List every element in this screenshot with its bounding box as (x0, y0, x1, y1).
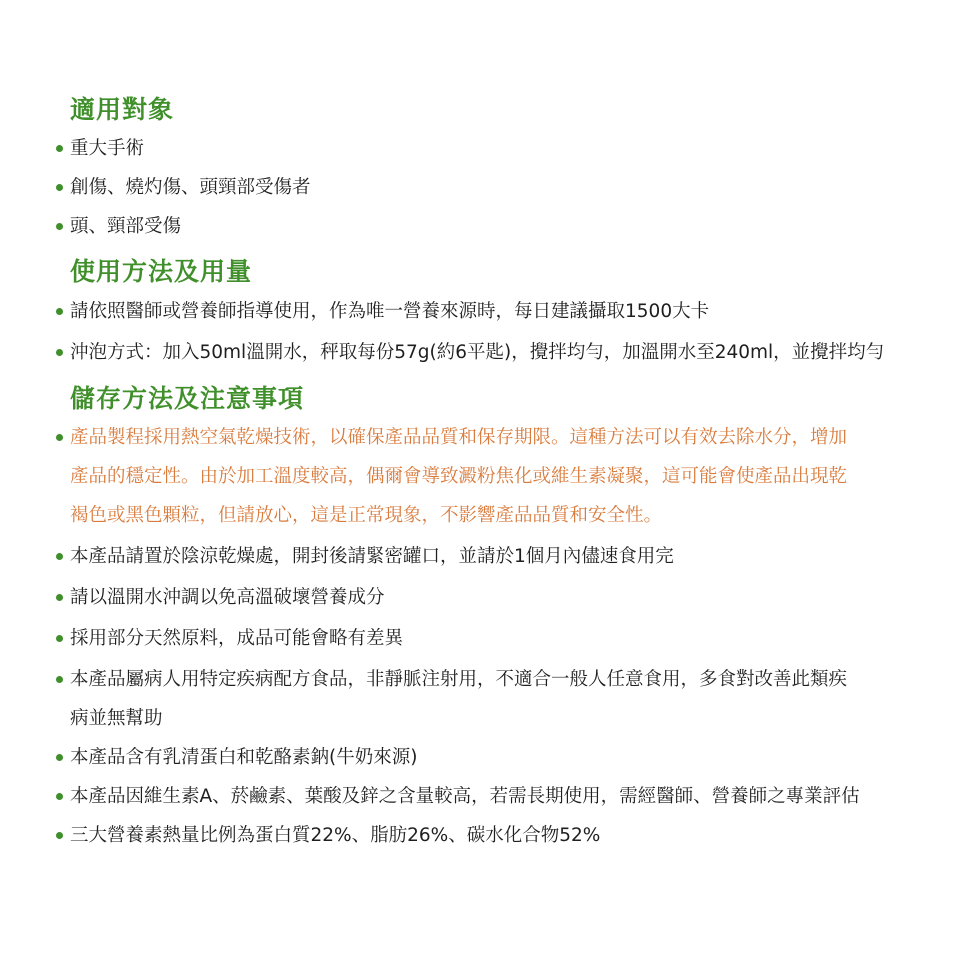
bullet-icon (56, 145, 63, 152)
list-item: 本產品請置於陰涼乾燥處，開封後請緊密罐口，並請於1個月內儘速食用完 (56, 537, 916, 576)
highlight-line: 褐色或黑色顆粒，但請放心，這是正常現象，不影響產品品質和安全性。 (70, 505, 663, 526)
list-item: 頭、頸部受傷 (56, 207, 916, 246)
list-item-disease-notice: 本產品屬病人用特定疾病配方食品，非靜脈注射用，不適合一般人任意食用，多食對改善此類疾 病並無幫助 (56, 660, 916, 738)
list-item: 請以溫開水沖調以免高溫破壞營養成分 (56, 578, 916, 617)
list-item: 本產品含有乳清蛋白和乾酪素鈉(牛奶來源) (56, 738, 916, 777)
bullet-icon (56, 184, 63, 191)
list-item: 沖泡方式：加入50ml溫開水，秤取每份57g(約6平匙)，攪拌均勻，加溫開水至240ml，並攪拌均勻 (56, 333, 916, 372)
bullet-icon (56, 349, 63, 356)
list-item: 三大營養素熱量比例為蛋白質22%、脂肪26%、碳水化合物52% (56, 816, 916, 855)
bullet-icon (56, 832, 63, 839)
section-title-target-users: 適用對象 (70, 95, 175, 124)
list-item: 本產品因維生素A、菸鹼素、葉酸及鋅之含量較高，若需長期使用，需經醫師、營養師之專業評估 (56, 777, 916, 816)
bullet-icon (56, 594, 63, 601)
bullet-icon (56, 793, 63, 800)
section-title-usage: 使用方法及用量 (70, 257, 253, 286)
bullet-icon (56, 635, 63, 642)
bullet-icon (56, 308, 63, 315)
section-title-storage: 儲存方法及注意事項 (70, 384, 305, 413)
highlight-notice (56, 418, 916, 535)
list-item: 重大手術 (56, 129, 916, 168)
highlight-line: 產品的穩定性。由於加工溫度較高，偶爾會導致澱粉焦化或維生素凝聚，這可能會使產品出現乾 (70, 466, 848, 487)
highlight-line: 產品製程採用熱空氣乾燥技術，以確保產品品質和保存期限。這種方法可以有效去除水分，增加 (70, 427, 848, 448)
bullet-icon (56, 754, 63, 761)
bullet-icon (56, 223, 63, 230)
bullet-icon (56, 553, 63, 560)
list-item: 創傷、燒灼傷、頭頸部受傷者 (56, 168, 916, 207)
bullet-icon (56, 434, 63, 441)
bullet-icon (56, 676, 63, 683)
list-item: 採用部分天然原料，成品可能會略有差異 (56, 619, 916, 658)
list-item: 請依照醫師或營養師指導使用，作為唯一營養來源時，每日建議攝取1500大卡 (56, 292, 916, 331)
